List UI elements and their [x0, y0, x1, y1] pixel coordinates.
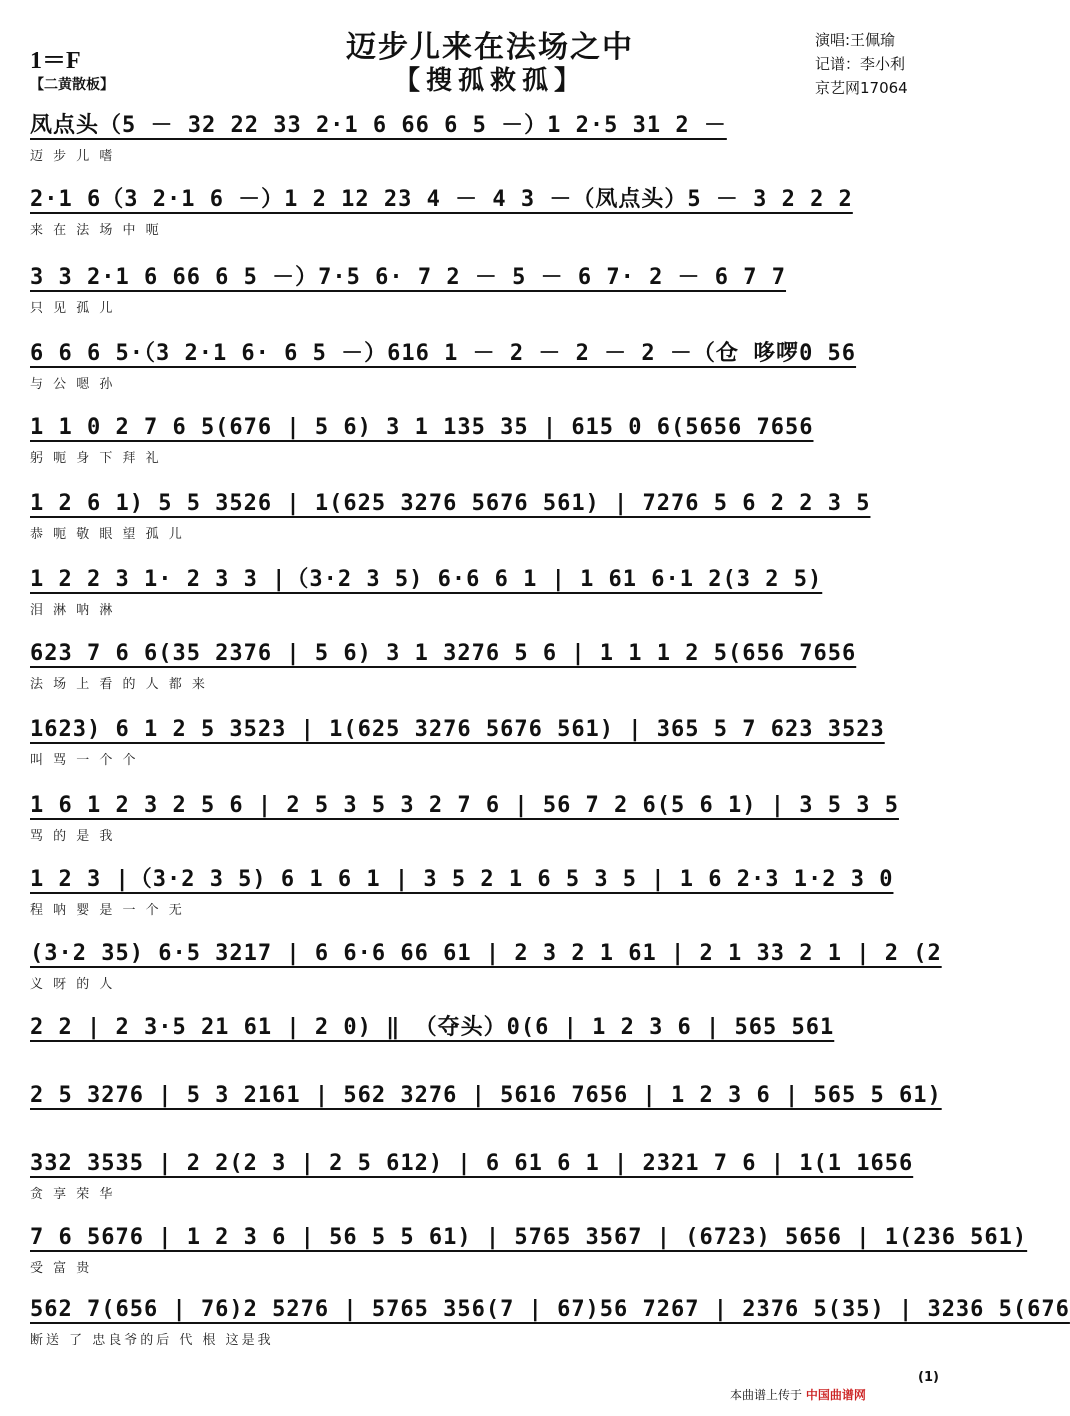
notation-line: 1623) 6 1 2 5 3523 | 1(625 3276 5676 561) | 365 5 7 623 3523 — [30, 717, 885, 742]
lyrics-line: 骂 的 是 我 — [30, 829, 116, 844]
score-system — [30, 1144, 920, 1206]
score-system — [30, 180, 920, 242]
lyrics-line: 贪 享 荣 华 — [30, 1187, 116, 1202]
notation-line: 562 7(656 | 76)2 5276 | 5765 356(7 | 67)56 7267 | 2376 5(35) | 3236 5(676 — [30, 1297, 1070, 1322]
notation-line: 623 7 6 6(35 2376 | 5 6) 3 1 3276 5 6 | 1 1 1 2 5(656 7656 — [30, 641, 857, 666]
lyrics-line: 躬 呃 身 下 拜 礼 — [30, 451, 162, 466]
score-system — [30, 710, 920, 772]
notation-line: 7 6 5676 | 1 2 3 6 | 56 5 5 61) | 5765 3567 | (6723) 5656 | 1(236 561) — [30, 1225, 1028, 1250]
lyrics-line: 迈 步 儿 嗜 — [30, 149, 116, 164]
mode-label: 【二黄散板】 — [30, 77, 114, 93]
notation-line: 2 2 | 2 3·5 21 61 | 2 0) ‖ （夺头）0(6 | 1 2 3 6 | 565 561 — [30, 1015, 835, 1040]
opera-title: 【搜孤救孤】 — [393, 66, 586, 96]
notation-line: 1 1 0 2 7 6 5(676 | 5 6) 3 1 135 35 | 615 0 6(5656 7656 — [30, 415, 814, 440]
lyrics-line: 泪 淋 呐 淋 — [30, 603, 116, 618]
score-system — [30, 934, 942, 996]
notation-line: 凤点头（5 － 32 22 33 2·1 6 66 6 5 －）1 2·5 31 2 － — [30, 113, 727, 138]
lyrics-line: 受 富 贵 — [30, 1261, 93, 1276]
score-system — [30, 334, 920, 396]
lyrics-line: 恭 呃 敬 眼 望 孤 儿 — [30, 527, 185, 542]
source-credit: 京艺网17064 — [815, 79, 908, 97]
lyrics-line: 与 公 嗯 孙 — [30, 377, 116, 392]
notation-line: 2 5 3276 | 5 3 2161 | 562 3276 | 5616 7656 | 1 2 3 6 | 565 5 61) — [30, 1083, 942, 1108]
score-system — [30, 786, 920, 848]
lyrics-line: 法 场 上 看 的 人 都 来 — [30, 677, 208, 692]
notation-line: 1 2 6 1) 5 5 3526 | 1(625 3276 5676 561) | 7276 5 6 2 2 3 5 — [30, 491, 871, 516]
score-system — [30, 1218, 1028, 1280]
lyrics-line: 叫 骂 一 个 个 — [30, 753, 139, 768]
lyrics-line: 只 见 孤 儿 — [30, 301, 116, 316]
lyrics-line: 来 在 法 场 中 呃 — [30, 223, 162, 238]
score-system — [30, 484, 920, 546]
page-title: 迈步儿来在法场之中 — [346, 30, 634, 65]
score-header — [0, 0, 951, 110]
notation-line: 1 6 1 2 3 2 5 6 | 2 5 3 5 3 2 7 6 | 56 7 2 6(5 6 1) | 3 5 3 5 — [30, 793, 899, 818]
lyrics-line: 断送 了 忠良爷的后 代 根 这是我 — [30, 1333, 274, 1348]
page-number: (1) — [918, 1370, 939, 1385]
notation-line: (3·2 35) 6·5 3217 | 6 6·6 66 61 | 2 3 2 1 61 | 2 1 33 2 1 | 2 (2 — [30, 941, 942, 966]
transcriber-credit: 记谱：李小利 — [815, 55, 906, 73]
notation-line: 332 3535 | 2 2(2 3 | 2 5 612) | 6 61 6 1 | 2321 7 6 | 1(1 1656 — [30, 1151, 914, 1176]
score-system — [30, 860, 920, 922]
score-system — [30, 1076, 942, 1138]
footer-prefix: 本曲谱上传于 — [730, 1388, 803, 1402]
notation-line: 1 2 2 3 1· 2 3 3 |（3·2 3 5) 6·6 6 1 | 1 61 6·1 2(3 2 5) — [30, 567, 823, 592]
notation-line: 2·1 6（3 2·1 6 －）1 2 12 23 4 － 4 3 －（凤点头）5 － 3 2 2 2 — [30, 187, 853, 212]
lyrics-line — [30, 1116, 920, 1138]
score-system — [30, 1290, 1070, 1352]
score-system — [30, 258, 920, 320]
score-system — [30, 634, 920, 696]
footer-credit — [730, 1386, 930, 1403]
lyrics-line: 义 呀 的 人 — [30, 977, 116, 992]
score-system — [30, 408, 920, 470]
lyrics-line: 程 呐 婴 是 一 个 无 — [30, 903, 185, 918]
site-logo: 中国曲谱网 — [805, 1388, 866, 1402]
score-system — [30, 106, 920, 168]
notation-line: 6 6 6 5·（3 2·1 6· 6 5 －）616 1 － 2 － 2 － 2 －（仓 哆啰0 56 — [30, 341, 857, 366]
singer-credit: 演唱:王佩瑜 — [815, 31, 896, 49]
key-signature: 1＝F — [30, 48, 81, 74]
score-system — [30, 1008, 920, 1070]
notation-line: 1 2 3 |（3·2 3 5) 6 1 6 1 | 3 5 2 1 6 5 3 5 | 1 6 2·3 1·2 3 0 — [30, 867, 894, 892]
notation-line: 3 3 2·1 6 66 6 5 －）7·5 6· 7 2 － 5 － 6 7· 2 － 6 7 7 — [30, 265, 787, 290]
lyrics-line — [30, 1048, 920, 1070]
credits — [815, 28, 908, 100]
score-system — [30, 560, 920, 622]
